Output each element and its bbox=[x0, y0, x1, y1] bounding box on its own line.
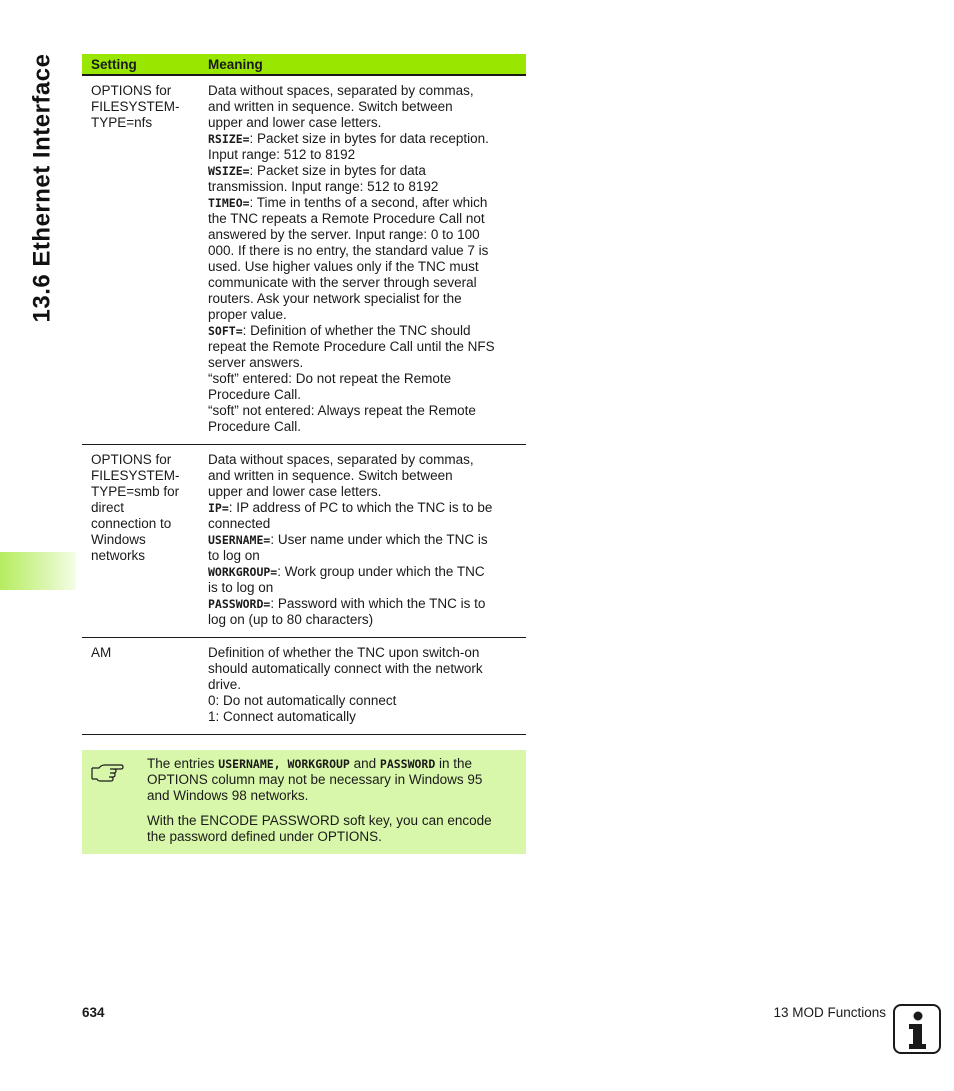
meaning-line bbox=[208, 211, 518, 227]
meaning-text: log on (up to 80 characters) bbox=[208, 612, 374, 627]
meaning-line bbox=[208, 387, 518, 403]
meaning-line bbox=[208, 371, 518, 387]
meaning-text: : Packet size in bytes for data reception. bbox=[249, 131, 489, 146]
setting-line: Windows bbox=[91, 532, 146, 547]
meaning-line bbox=[208, 147, 518, 163]
meaning-line bbox=[208, 195, 518, 211]
meaning-line bbox=[208, 163, 518, 179]
header-meaning: Meaning bbox=[208, 56, 263, 72]
meaning-line bbox=[208, 516, 518, 532]
meaning-line bbox=[208, 355, 518, 371]
meaning-line bbox=[208, 580, 518, 596]
table-row bbox=[82, 445, 526, 638]
meaning-text: 1: Connect automatically bbox=[208, 709, 356, 724]
meaning-text: : Definition of whether the TNC should bbox=[242, 323, 471, 338]
parameter-code: RSIZE= bbox=[208, 132, 250, 146]
parameter-code: IP= bbox=[208, 501, 229, 515]
meaning-text: : Password with which the TNC is to bbox=[270, 596, 486, 611]
settings-table bbox=[82, 54, 526, 735]
meaning-line bbox=[208, 99, 518, 115]
note-text: and bbox=[349, 756, 380, 771]
meaning-text: used. Use higher values only if the TNC must bbox=[208, 259, 479, 274]
meaning-line bbox=[208, 83, 518, 99]
meaning-line bbox=[208, 532, 518, 548]
info-icon bbox=[893, 1004, 941, 1054]
meaning-text: : IP address of PC to which the TNC is to be bbox=[228, 500, 493, 515]
setting-line: networks bbox=[91, 548, 146, 563]
setting-line: TYPE=smb for bbox=[91, 484, 180, 499]
meaning-line bbox=[208, 612, 518, 628]
meaning-line bbox=[208, 677, 518, 693]
meaning-cell bbox=[208, 76, 526, 444]
meaning-text: 000. If there is no entry, the standard value 7 is bbox=[208, 243, 489, 258]
table-row bbox=[82, 76, 526, 445]
meaning-line bbox=[208, 419, 518, 435]
meaning-line bbox=[208, 484, 518, 500]
setting-line: FILESYSTEM- bbox=[91, 99, 180, 114]
meaning-text: 0: Do not automatically connect bbox=[208, 693, 397, 708]
note-paragraph-2 bbox=[147, 813, 516, 845]
meaning-line bbox=[208, 403, 518, 419]
meaning-text: repeat the Remote Procedure Call until the NFS bbox=[208, 339, 495, 354]
meaning-line bbox=[208, 645, 518, 661]
meaning-line bbox=[208, 452, 518, 468]
setting-cell bbox=[82, 638, 208, 734]
side-chapter-title-text: 13.6 Ethernet Interface bbox=[28, 53, 55, 323]
meaning-text: “soft” entered: Do not repeat the Remote bbox=[208, 371, 452, 386]
meaning-line bbox=[208, 500, 518, 516]
parameter-code: SOFT= bbox=[208, 324, 243, 338]
chapter-tab-marker bbox=[0, 552, 76, 590]
note-code: PASSWORD bbox=[379, 757, 436, 771]
note-text: the password defined under OPTIONS. bbox=[147, 829, 382, 844]
note-text: OPTIONS column may not be necessary in Windows 95 bbox=[147, 772, 483, 787]
note-text: in the bbox=[435, 756, 473, 771]
meaning-text: “soft” not entered: Always repeat the Remote bbox=[208, 403, 476, 418]
meaning-text: upper and lower case letters. bbox=[208, 484, 382, 499]
meaning-line bbox=[208, 661, 518, 677]
table-body bbox=[82, 76, 526, 735]
parameter-code: PASSWORD= bbox=[208, 597, 271, 611]
meaning-line bbox=[208, 259, 518, 275]
meaning-text: : Work group under which the TNC bbox=[277, 564, 485, 579]
meaning-text: the TNC repeats a Remote Procedure Call not bbox=[208, 211, 485, 226]
meaning-text: Procedure Call. bbox=[208, 419, 302, 434]
page-number: 634 bbox=[82, 1005, 105, 1020]
meaning-line bbox=[208, 693, 518, 709]
note-text: and Windows 98 networks. bbox=[147, 788, 309, 803]
meaning-line bbox=[208, 323, 518, 339]
pointing-hand-icon bbox=[90, 760, 124, 782]
setting-line: TYPE=nfs bbox=[91, 115, 153, 130]
meaning-text: and written in sequence. Switch between bbox=[208, 468, 453, 483]
meaning-text: upper and lower case letters. bbox=[208, 115, 382, 130]
setting-line: connection to bbox=[91, 516, 172, 531]
note-box bbox=[82, 750, 526, 854]
table-row bbox=[82, 638, 526, 735]
meaning-line bbox=[208, 548, 518, 564]
setting-line: OPTIONS for bbox=[91, 83, 172, 98]
meaning-line bbox=[208, 131, 518, 147]
meaning-text: Procedure Call. bbox=[208, 387, 302, 402]
setting-line: direct bbox=[91, 500, 125, 515]
meaning-line bbox=[208, 468, 518, 484]
meaning-text: Data without spaces, separated by commas, bbox=[208, 83, 474, 98]
setting-cell bbox=[82, 76, 208, 444]
meaning-text: : Packet size in bytes for data bbox=[249, 163, 426, 178]
meaning-line bbox=[208, 339, 518, 355]
setting-cell bbox=[82, 445, 208, 637]
side-chapter-title bbox=[29, 52, 55, 324]
parameter-code: WORKGROUP= bbox=[208, 565, 278, 579]
meaning-line bbox=[208, 227, 518, 243]
chapter-footer: 13 MOD Functions bbox=[773, 1005, 886, 1020]
note-text: With the ENCODE PASSWORD soft key, you can encode bbox=[147, 813, 492, 828]
meaning-line bbox=[208, 179, 518, 195]
meaning-text: : Time in tenths of a second, after which bbox=[249, 195, 488, 210]
meaning-line bbox=[208, 307, 518, 323]
meaning-text: connected bbox=[208, 516, 271, 531]
meaning-cell bbox=[208, 638, 526, 734]
meaning-text: Data without spaces, separated by commas, bbox=[208, 452, 474, 467]
info-glyph bbox=[895, 1006, 939, 1052]
setting-line: FILESYSTEM- bbox=[91, 468, 180, 483]
setting-line: OPTIONS for bbox=[91, 452, 172, 467]
meaning-text: proper value. bbox=[208, 307, 287, 322]
table-header bbox=[82, 54, 526, 76]
note-text: The entries bbox=[147, 756, 219, 771]
meaning-line bbox=[208, 291, 518, 307]
meaning-text: and written in sequence. Switch between bbox=[208, 99, 453, 114]
meaning-text: to log on bbox=[208, 548, 260, 563]
meaning-line bbox=[208, 115, 518, 131]
parameter-code: USERNAME= bbox=[208, 533, 271, 547]
meaning-line bbox=[208, 564, 518, 580]
meaning-text: Definition of whether the TNC upon switch-on bbox=[208, 645, 480, 660]
meaning-text: Input range: 512 to 8192 bbox=[208, 147, 356, 162]
meaning-line bbox=[208, 596, 518, 612]
setting-line: AM bbox=[91, 645, 112, 660]
meaning-text: routers. Ask your network specialist for the bbox=[208, 291, 462, 306]
meaning-line bbox=[208, 243, 518, 259]
note-code: USERNAME, WORKGROUP bbox=[218, 757, 350, 771]
parameter-code: WSIZE= bbox=[208, 164, 250, 178]
meaning-line bbox=[208, 275, 518, 291]
meaning-text: communicate with the server through several bbox=[208, 275, 477, 290]
meaning-text: transmission. Input range: 512 to 8192 bbox=[208, 179, 439, 194]
meaning-text: drive. bbox=[208, 677, 242, 692]
meaning-line bbox=[208, 709, 518, 725]
meaning-text: answered by the server. Input range: 0 to 100 bbox=[208, 227, 480, 242]
meaning-text: should automatically connect with the network bbox=[208, 661, 483, 676]
header-setting: Setting bbox=[91, 56, 137, 72]
meaning-text: is to log on bbox=[208, 580, 274, 595]
parameter-code: TIMEO= bbox=[208, 196, 250, 210]
note-paragraph-1 bbox=[147, 756, 516, 804]
meaning-text: : User name under which the TNC is bbox=[270, 532, 488, 547]
meaning-cell bbox=[208, 445, 526, 637]
meaning-text: server answers. bbox=[208, 355, 304, 370]
